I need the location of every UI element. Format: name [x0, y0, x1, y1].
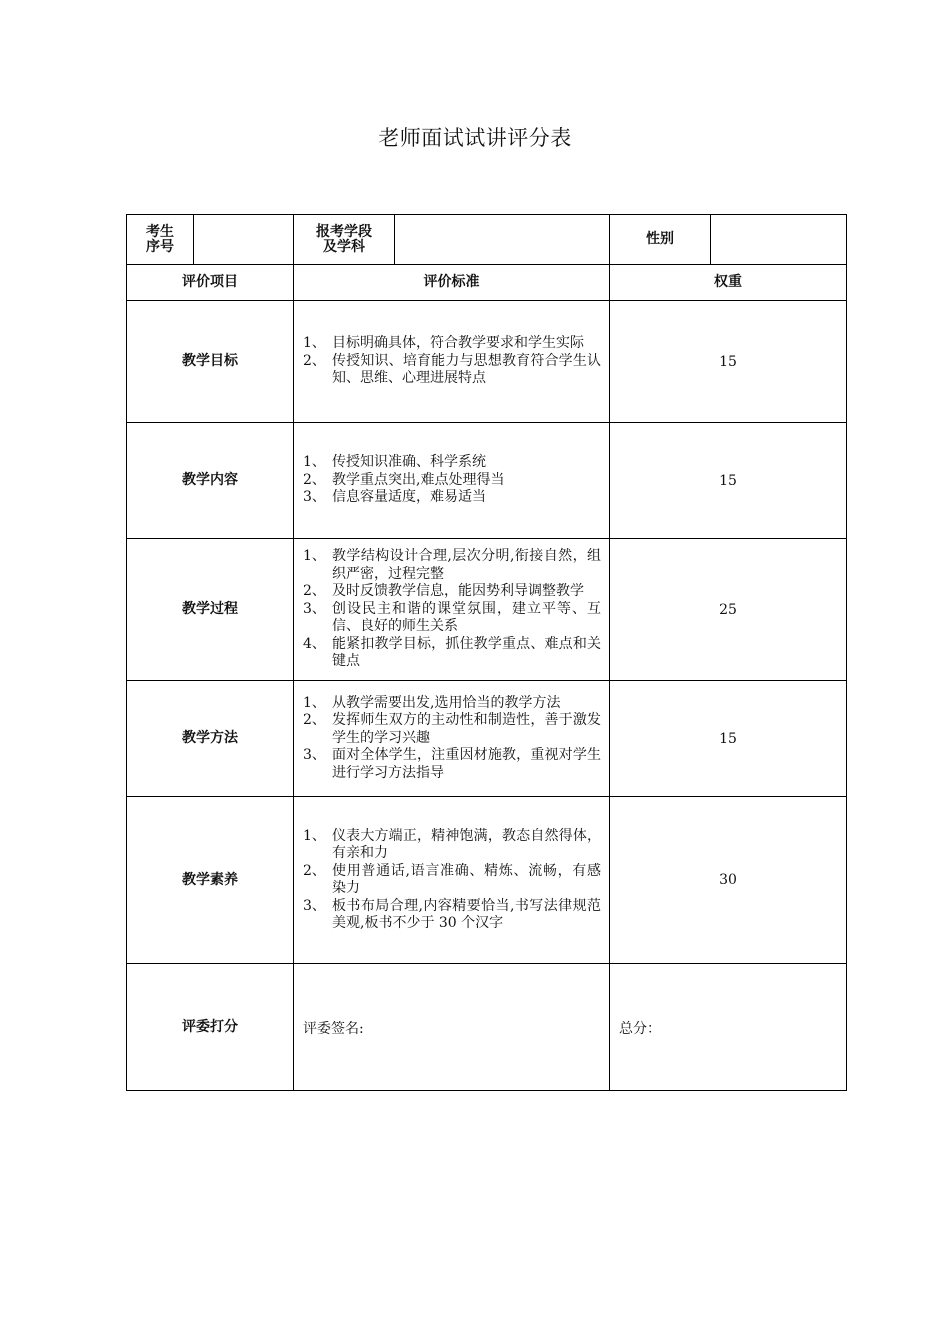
- criterion-text: 教学重点突出,难点处理得当: [332, 471, 505, 488]
- criterion-number: 2、: [303, 583, 326, 600]
- page-title: 老师面试试讲评分表: [378, 126, 572, 150]
- criterion-text: 及时反馈教学信息，能因势利导调整教学: [332, 583, 584, 600]
- row-weight-teaching-content: 15: [719, 472, 737, 489]
- exam-no-field[interactable]: [194, 215, 293, 264]
- criterion: [303, 712, 601, 747]
- row-criteria-teaching-process: [294, 539, 609, 680]
- row-criteria-teaching-content: [294, 423, 609, 538]
- criterion-number: 1、: [303, 335, 326, 352]
- gender-label: 性别: [646, 231, 674, 247]
- criterion-number: 2、: [303, 712, 326, 729]
- criterion-number: 1、: [303, 454, 326, 471]
- criterion: [303, 695, 601, 713]
- criterion: [303, 454, 601, 472]
- criterion: [303, 863, 601, 898]
- exam-no-label-line2: 序号: [146, 238, 174, 255]
- criterion: [303, 583, 601, 601]
- criterion-text: 目标明确具体，符合教学要求和学生实际: [332, 335, 584, 352]
- criterion: [303, 335, 601, 353]
- criterion: [303, 548, 601, 583]
- stage-subject-label-line2: 及学科: [323, 238, 365, 255]
- criterion: [303, 489, 601, 507]
- row-criteria-teaching-goal: [294, 301, 609, 422]
- criterion-text: 教学结构设计合理,层次分明,衔接自然，组织严密，过程完整: [332, 548, 601, 582]
- row-item-teaching-process: 教学过程: [182, 601, 238, 617]
- criterion-text: 创设民主和谐的课堂氛围，建立平等、互信、良好的师生关系: [332, 600, 601, 635]
- row-item-teaching-quality: 教学素养: [182, 871, 238, 888]
- criterion-number: 3、: [303, 747, 326, 764]
- criterion: [303, 353, 601, 388]
- criterion-text: 能紧扣教学目标，抓住教学重点、难点和关键点: [332, 635, 601, 670]
- row-weight-teaching-process: 25: [719, 601, 737, 618]
- criterion-text: 板书布局合理,内容精要恰当,书写法律规范美观,板书不少于 30 个汉字: [332, 897, 601, 931]
- row-criteria-teaching-quality: [294, 797, 609, 963]
- criterion-number: 2、: [303, 471, 326, 488]
- criterion-number: 3、: [303, 489, 326, 506]
- criterion: [303, 472, 601, 490]
- score-sheet-table: [126, 214, 847, 1091]
- judge-score-label: 评委打分: [182, 1018, 238, 1035]
- column-header-weight: 权重: [714, 274, 742, 290]
- total-score-label: 总分：: [619, 1021, 661, 1037]
- row-weight-teaching-quality: 30: [719, 872, 737, 888]
- row-item-teaching-goal: 教学目标: [182, 353, 238, 369]
- row-criteria-teaching-method: [294, 681, 609, 796]
- criterion-number: 3、: [303, 600, 326, 617]
- criterion-number: 4、: [303, 635, 326, 652]
- criterion: [303, 636, 601, 671]
- criterion: [303, 828, 601, 863]
- criterion-text: 仪表大方端正，精神饱满，教态自然得体，有亲和力: [332, 827, 601, 861]
- criterion-text: 面对全体学生，注重因材施教，重视对学生进行学习方法指导: [332, 747, 601, 781]
- criterion-number: 2、: [303, 352, 326, 369]
- criterion: [303, 747, 601, 782]
- stage-subject-field[interactable]: [395, 215, 609, 264]
- criterion-number: 1、: [303, 548, 326, 565]
- gender-field[interactable]: [711, 215, 846, 264]
- row-weight-teaching-goal: 15: [719, 353, 737, 370]
- judge-signature-label: 评委签名:: [303, 1021, 364, 1037]
- criterion: [303, 601, 601, 636]
- criterion-text: 传授知识、培育能力与思想教育符合学生认知、思维、心理进展特点: [332, 352, 601, 387]
- row-item-teaching-method: 教学方法: [182, 730, 238, 746]
- exam-no-label-line1: 考生: [146, 223, 174, 240]
- row-item-teaching-content: 教学内容: [182, 472, 238, 488]
- criterion-text: 使用普通话,语言准确、精炼、流畅，有感染力: [332, 862, 601, 896]
- total-score-field[interactable]: [610, 964, 846, 1090]
- exam-no-label: [127, 215, 193, 264]
- stage-subject-label-line1: 报考学段: [316, 223, 372, 240]
- criterion-text: 从教学需要出发,选用恰当的教学方法: [332, 694, 561, 711]
- criterion-text: 传授知识准确、科学系统: [332, 454, 486, 471]
- criterion-number: 1、: [303, 694, 326, 711]
- criterion: [303, 898, 601, 933]
- column-header-item: 评价项目: [182, 274, 238, 290]
- row-weight-teaching-method: 15: [719, 730, 737, 747]
- criterion-number: 1、: [303, 827, 326, 844]
- criterion-text: 信息容量适度，难易适当: [332, 489, 486, 506]
- judge-signature-field[interactable]: [294, 964, 609, 1090]
- column-header-standard: 评价标准: [423, 274, 480, 290]
- criterion-number: 2、: [303, 862, 326, 879]
- criterion-text: 发挥师生双方的主动性和制造性，善于激发学生的学习兴趣: [332, 712, 601, 746]
- criterion-number: 3、: [303, 897, 326, 914]
- stage-subject-label: [294, 215, 394, 264]
